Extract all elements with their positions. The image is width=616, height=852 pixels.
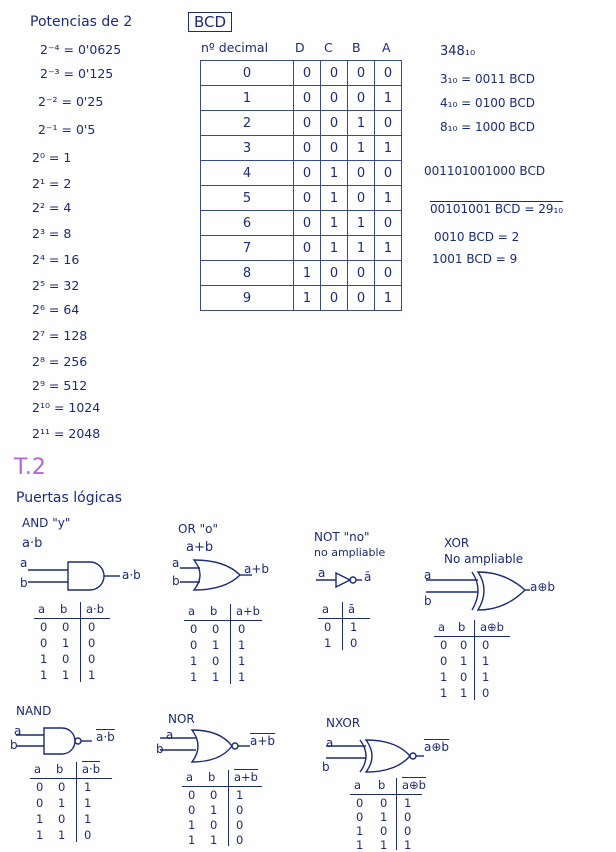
nxor-table-cell: 1 <box>380 838 388 852</box>
power-item: 2³ = 8 <box>32 226 72 241</box>
not-table-rule <box>318 618 370 619</box>
bcd-title: BCD <box>188 12 232 32</box>
bcd-header-c: C <box>324 40 333 55</box>
and-table-cell: 0 <box>88 620 96 634</box>
power-item: 2⁸ = 256 <box>32 354 88 369</box>
nor-table-cell: 0 <box>210 818 218 832</box>
or-in-b: b <box>172 574 180 588</box>
and-table-header: a·b <box>86 602 105 616</box>
nand-table-rule <box>30 778 112 779</box>
nand-table-cell: 1 <box>36 812 44 826</box>
bcd-decimal-cell: 3 <box>201 136 294 161</box>
bcd-note-348: 348₁₀ <box>440 44 476 59</box>
or-table-cell: 1 <box>238 638 246 652</box>
or-table-cell: 1 <box>212 670 220 684</box>
power-item: 2⁻³ = 0'125 <box>40 66 114 81</box>
bcd-bit-cell: 0 <box>294 186 321 211</box>
not-table-cell: 1 <box>350 620 358 634</box>
and-table-rule <box>34 618 110 619</box>
power-item: 2¹ = 2 <box>32 176 72 191</box>
not-table-cell: 0 <box>350 636 358 650</box>
power-item: 2⁹ = 512 <box>32 378 88 393</box>
nxor-table-cell: 0 <box>380 824 388 838</box>
bcd-header-a: A <box>382 40 391 55</box>
not-table-header: ā <box>348 602 356 616</box>
or-out: a+b <box>244 562 270 576</box>
power-item: 2¹⁰ = 1024 <box>32 400 101 415</box>
bcd-bit-cell: 1 <box>348 136 375 161</box>
power-item: 2⁵ = 32 <box>32 278 80 293</box>
and-in-a: a <box>20 556 28 570</box>
xor-in-a: a <box>424 568 432 582</box>
bcd-note-8: 8₁₀ = 1000 BCD <box>440 120 535 134</box>
xor-table-cell: 0 <box>440 638 448 652</box>
bcd-bit-cell: 0 <box>294 86 321 111</box>
xor-table-cell: 0 <box>482 638 490 652</box>
nxor-table-cell: 0 <box>356 810 364 824</box>
and-in-b: b <box>20 576 28 590</box>
xor-table-cell: 0 <box>482 686 490 700</box>
bcd-bit-cell: 0 <box>321 86 348 111</box>
bcd-bit-cell: 0 <box>294 211 321 236</box>
bcd-bit-cell: 0 <box>348 186 375 211</box>
power-item: 2⁶ = 64 <box>32 302 80 317</box>
nor-table-cell: 0 <box>236 833 244 847</box>
nand-in-b: b <box>10 738 18 752</box>
xor-title: XOR <box>444 536 470 550</box>
bcd-bit-cell: 1 <box>321 211 348 236</box>
nor-table-cell: 0 <box>188 788 196 802</box>
nxor-table-cell: 1 <box>356 838 364 852</box>
bcd-bit-cell: 1 <box>375 86 402 111</box>
bcd-note-3: 3₁₀ = 0011 BCD <box>440 72 535 86</box>
bcd-bit-cell: 0 <box>294 236 321 261</box>
nor-out: a+b <box>250 734 276 748</box>
nand-gate-symbol <box>16 728 92 754</box>
nand-table-header: b <box>56 762 64 776</box>
xor-note: No ampliable <box>444 552 524 566</box>
nand-table-cell: 1 <box>84 780 92 794</box>
not-table-header: a <box>322 602 330 616</box>
bcd-bit-cell: 0 <box>294 61 321 86</box>
section-subtitle: Puertas lógicas <box>16 490 123 506</box>
bcd-bit-cell: 0 <box>375 261 402 286</box>
and-table-cell: 0 <box>62 620 70 634</box>
bcd-decimal-cell: 2 <box>201 111 294 136</box>
xor-table-cell: 1 <box>440 670 448 684</box>
powers-title: Potencias de 2 <box>30 14 133 30</box>
power-item: 2² = 4 <box>32 200 72 215</box>
bcd-header-d: D <box>295 40 305 55</box>
nxor-table-cell: 0 <box>380 796 388 810</box>
and-expr: a·b <box>22 536 43 551</box>
and-table-cell: 0 <box>40 636 48 650</box>
bcd-decimal-cell: 4 <box>201 161 294 186</box>
nand-table-cell: 1 <box>84 796 92 810</box>
nor-gate-symbol <box>160 730 250 762</box>
nand-table-divider <box>76 762 77 842</box>
bcd-decimal-cell: 0 <box>201 61 294 86</box>
and-out: a·b <box>122 568 141 582</box>
bcd-bit-cell: 0 <box>375 161 402 186</box>
not-note: no ampliable <box>314 546 386 559</box>
power-item: 2⁻⁴ = 0'0625 <box>40 42 122 57</box>
or-table-cell: 0 <box>212 622 220 636</box>
and-table-cell: 1 <box>88 668 96 682</box>
xor-in-b: b <box>424 594 432 608</box>
and-table-cell: 1 <box>40 652 48 666</box>
section-label: T.2 <box>14 455 46 480</box>
bcd-bit-cell: 0 <box>348 286 375 311</box>
and-table-cell: 1 <box>62 636 70 650</box>
bcd-bit-cell: 0 <box>348 161 375 186</box>
bcd-header-decimal: nº decimal <box>201 40 269 55</box>
nor-table-cell: 1 <box>210 833 218 847</box>
bcd-note-4: 4₁₀ = 0100 BCD <box>440 96 535 110</box>
power-item: 2⁰ = 1 <box>32 150 72 165</box>
nxor-title: NXOR <box>326 716 361 730</box>
nxor-table-header: a⊕b <box>402 778 426 792</box>
bcd-bit-cell: 1 <box>375 136 402 161</box>
bcd-bit-cell: 0 <box>375 61 402 86</box>
nand-table-cell: 0 <box>84 828 92 842</box>
bcd-bit-cell: 1 <box>294 261 321 286</box>
nand-out: a·b <box>96 730 115 744</box>
or-table-cell: 1 <box>190 670 198 684</box>
nor-table-cell: 1 <box>188 833 196 847</box>
or-table-rule <box>184 620 262 621</box>
nxor-table-cell: 0 <box>404 824 412 838</box>
or-expr: a+b <box>186 540 214 555</box>
nor-table-divider <box>228 770 229 846</box>
nxor-table-cell: 0 <box>356 796 364 810</box>
nor-table-cell: 1 <box>236 788 244 802</box>
and-table-cell: 0 <box>88 652 96 666</box>
bcd-bit-cell: 0 <box>348 261 375 286</box>
nand-in-a: a <box>14 724 22 738</box>
nor-table-cell: 0 <box>188 803 196 817</box>
bcd-bit-cell: 0 <box>294 161 321 186</box>
nor-table-header: b <box>208 770 216 784</box>
bcd-bit-cell: 1 <box>375 186 402 211</box>
nor-in-b: b <box>156 742 164 756</box>
or-table-header: b <box>210 604 218 618</box>
nor-table-cell: 0 <box>236 803 244 817</box>
and-table-cell: 0 <box>88 636 96 650</box>
bcd-bit-cell: 0 <box>321 136 348 161</box>
nor-table-rule <box>182 786 262 787</box>
or-gate-symbol <box>180 560 252 590</box>
bcd-bit-cell: 0 <box>321 61 348 86</box>
nor-in-a: a <box>166 728 174 742</box>
nand-table-header: a <box>34 762 42 776</box>
bcd-bit-cell: 1 <box>348 211 375 236</box>
xor-gate-symbol <box>426 572 530 610</box>
xor-table-cell: 1 <box>440 686 448 700</box>
bcd-header-b: B <box>352 40 361 55</box>
or-table-cell: 0 <box>190 622 198 636</box>
nor-table-cell: 0 <box>210 788 218 802</box>
and-table-cell: 0 <box>40 620 48 634</box>
or-table-header: a+b <box>236 604 260 618</box>
xor-table-cell: 1 <box>460 686 468 700</box>
power-item: 2⁷ = 128 <box>32 328 88 343</box>
bcd-decimal-cell: 8 <box>201 261 294 286</box>
nor-table-header: a+b <box>234 770 258 784</box>
bcd-decimal-cell: 6 <box>201 211 294 236</box>
xor-table-cell: 1 <box>460 654 468 668</box>
nand-title: NAND <box>16 704 52 718</box>
bcd-note-29: 00101001 BCD = 29₁₀ <box>430 202 564 216</box>
nxor-table-cell: 0 <box>404 810 412 824</box>
bcd-bit-cell: 1 <box>294 286 321 311</box>
nxor-table-header: a <box>354 778 362 792</box>
or-table-cell: 0 <box>212 654 220 668</box>
or-table-cell: 1 <box>212 638 220 652</box>
or-table-cell: 1 <box>238 654 246 668</box>
bcd-note-2: 0010 BCD = 2 <box>434 230 520 244</box>
nor-title: NOR <box>168 712 195 726</box>
bcd-decimal-cell: 5 <box>201 186 294 211</box>
nxor-gate-symbol <box>326 740 424 772</box>
or-table-cell: 1 <box>238 670 246 684</box>
and-title: AND "y" <box>22 516 71 530</box>
nand-table-cell: 0 <box>58 780 66 794</box>
bcd-bit-cell: 0 <box>321 286 348 311</box>
bcd-bit-cell: 1 <box>375 236 402 261</box>
or-table-header: a <box>188 604 196 618</box>
and-table-divider <box>80 602 81 682</box>
nand-table-cell: 1 <box>36 828 44 842</box>
bcd-decimal-cell: 9 <box>201 286 294 311</box>
bcd-decimal-cell: 1 <box>201 86 294 111</box>
or-table-divider <box>230 604 231 684</box>
nxor-table-header: b <box>378 778 386 792</box>
power-item: 2⁻² = 0'25 <box>38 94 104 109</box>
xor-table-cell: 1 <box>482 670 490 684</box>
power-item: 2⁻¹ = 0'5 <box>38 122 96 137</box>
nxor-in-b: b <box>322 760 330 774</box>
not-table-divider <box>342 602 343 650</box>
xor-table-header: a⊕b <box>480 620 504 634</box>
xor-out: a⊕b <box>530 580 556 594</box>
bcd-bit-cell: 0 <box>321 261 348 286</box>
or-table-cell: 0 <box>238 622 246 636</box>
nor-table-cell: 1 <box>210 803 218 817</box>
nxor-table-divider <box>396 778 397 850</box>
xor-table-rule <box>434 636 510 637</box>
bcd-note-full: 001101001000 BCD <box>424 164 546 178</box>
xor-table-header: b <box>458 620 466 634</box>
nxor-in-a: a <box>326 736 334 750</box>
bcd-bit-cell: 0 <box>375 111 402 136</box>
bcd-bit-cell: 0 <box>348 86 375 111</box>
and-table-cell: 0 <box>62 652 70 666</box>
bcd-bit-cell: 1 <box>321 161 348 186</box>
nor-table-cell: 0 <box>236 818 244 832</box>
or-title: OR "o" <box>178 522 218 536</box>
bcd-bit-cell: 1 <box>375 286 402 311</box>
bcd-note-9: 1001 BCD = 9 <box>432 252 518 266</box>
xor-table-cell: 0 <box>460 670 468 684</box>
or-table-cell: 0 <box>190 638 198 652</box>
nxor-table-cell: 1 <box>356 824 364 838</box>
bcd-bit-cell: 1 <box>348 111 375 136</box>
or-table-cell: 1 <box>190 654 198 668</box>
not-title: NOT "no" <box>314 530 370 544</box>
and-table-cell: 1 <box>40 668 48 682</box>
bcd-bit-cell: 0 <box>294 136 321 161</box>
bcd-bit-cell: 0 <box>294 111 321 136</box>
not-out: ā <box>364 570 372 584</box>
bcd-decimal-cell: 7 <box>201 236 294 261</box>
nand-table-cell: 0 <box>58 812 66 826</box>
power-item: 2⁴ = 16 <box>32 252 80 267</box>
and-table-header: b <box>60 602 68 616</box>
nand-table-cell: 1 <box>58 796 66 810</box>
not-in-a: a <box>318 566 326 580</box>
xor-table-cell: 0 <box>460 638 468 652</box>
bcd-bit-cell: 1 <box>321 236 348 261</box>
xor-table-cell: 0 <box>440 654 448 668</box>
or-in-a: a <box>172 556 180 570</box>
nxor-table-rule <box>350 794 422 795</box>
nxor-table-cell: 1 <box>404 796 412 810</box>
nxor-out: a⊕b <box>424 740 450 754</box>
nand-table-cell: 0 <box>36 780 44 794</box>
nor-table-header: a <box>186 770 194 784</box>
bcd-bit-cell: 1 <box>348 236 375 261</box>
nxor-table-cell: 1 <box>404 838 412 852</box>
xor-table-header: a <box>438 620 446 634</box>
nand-table-cell: 1 <box>58 828 66 842</box>
nand-table-cell: 0 <box>36 796 44 810</box>
xor-table-cell: 1 <box>482 654 490 668</box>
not-table-cell: 1 <box>324 636 332 650</box>
bcd-bit-cell: 1 <box>321 186 348 211</box>
nxor-table-cell: 1 <box>380 810 388 824</box>
and-table-cell: 1 <box>62 668 70 682</box>
bcd-bit-cell: 0 <box>348 61 375 86</box>
power-item: 2¹¹ = 2048 <box>32 426 101 441</box>
nand-table-cell: 1 <box>84 812 92 826</box>
bcd-bit-cell: 0 <box>375 211 402 236</box>
bcd-bit-cell: 0 <box>321 111 348 136</box>
and-gate-symbol <box>28 562 120 590</box>
nor-table-cell: 1 <box>188 818 196 832</box>
nand-table-header: a·b <box>82 762 101 776</box>
not-table-cell: 0 <box>324 620 332 634</box>
and-table-header: a <box>38 602 46 616</box>
xor-table-divider <box>474 620 475 700</box>
